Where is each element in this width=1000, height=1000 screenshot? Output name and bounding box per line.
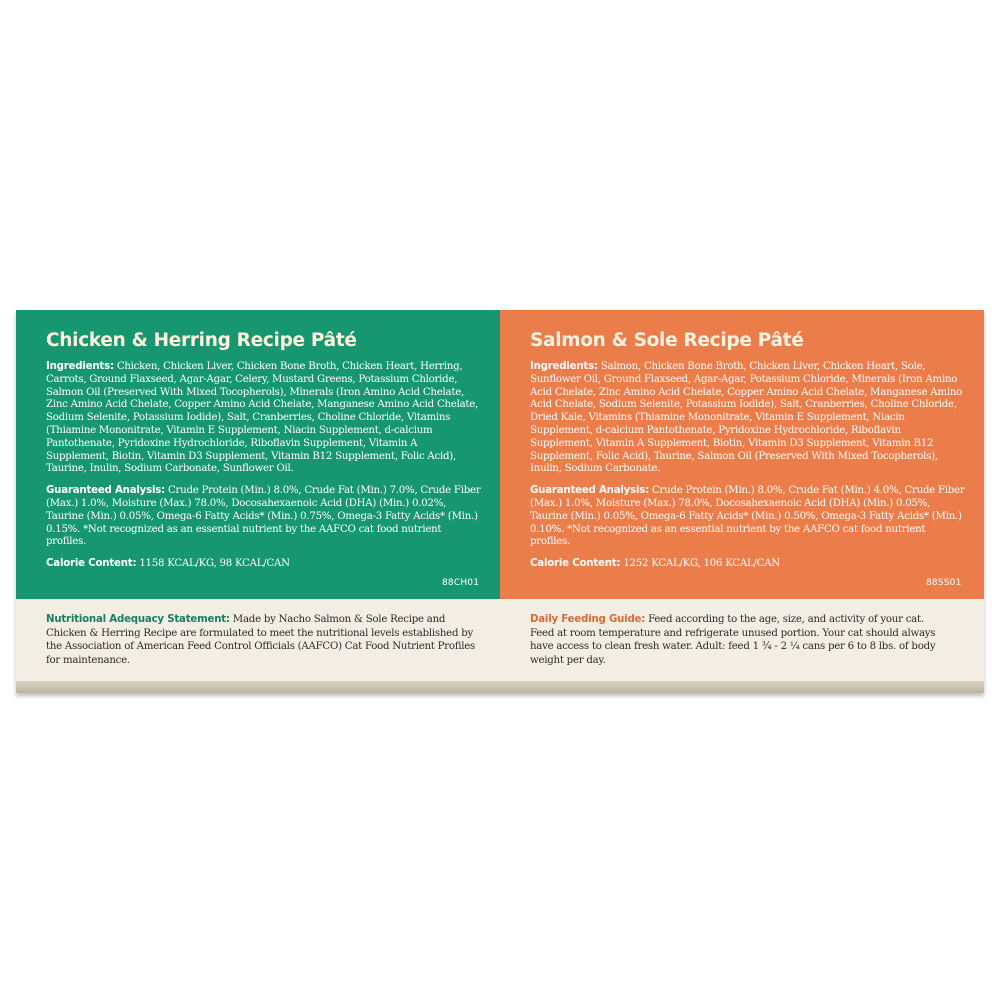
analysis-label: Guaranteed Analysis:	[530, 485, 650, 497]
salmon-sole-code: 88SS01	[926, 578, 962, 588]
ingredients-label: Ingredients:	[530, 361, 598, 372]
adequacy-label: Nutritional Adequacy Statement:	[46, 614, 230, 625]
box-bottom-edge	[16, 681, 984, 693]
chicken-herring-panel	[16, 310, 500, 599]
ingredients-label: Ingredients:	[46, 361, 114, 372]
ingredients-text: Chicken, Chicken Liver, Chicken Bone Broth, Chicken Heart, Herring, Carrots, Ground Flaxseed, Agar-Agar, Celery, Mustard Greens, Potassium Chloride, Salmon Oil (Preserved With Mixed Tocopherols), Minerals (Iron Amino Acid Chelate, Zinc Amino Acid Chelate, Copper Amino Acid Chelate, Manganese Amino Acid Chelate, Sodium Selenite, Potassium Iodide), Salt, Cranberries, Choline Chloride, Vitamins (Thiamine Mononitrate, Vitamin E Supplement, Niacin Supplement, d-calcium Pantothenate, Pyridoxine Hydrochloride, Riboflavin Supplement, Vitamin A Supplement, Biotin, Vitamin D3 Supplement, Vitamin B12 Supplement, Folic Acid), Taurine, Inulin, Sodium Carbonate, Sunflower Oil.	[46, 361, 479, 475]
chicken-herring-title: Chicken & Herring Recipe Pâté	[46, 330, 357, 351]
salmon-sole-title: Salmon & Sole Recipe Pâté	[530, 330, 804, 351]
chicken-herring-calories	[46, 558, 482, 571]
salmon-sole-calories	[530, 558, 966, 571]
analysis-text: Crude Protein (Min.) 8.0%, Crude Fat (Min.) 7.0%, Crude Fiber (Max.) 1.0%, Moisture (Max.) 78.0%, Docosahexaenoic Acid (DHA) (Min.) 0.02%, Taurine (Min.) 0.05%, Omega-6 Fatty Acids* (Min.) 0.75%, Omega-3 Fatty Acids* (Min.) 0.15%. *Not recognized as an essential nutrient by the AAFCO cat food nutrient profiles.	[46, 485, 481, 548]
chicken-herring-analysis	[46, 485, 482, 549]
adequacy-text: Made by Nacho Salmon & Sole Recipe and Chicken & Herring Recipe are formulated to meet the nutritional levels established by the Association of American Feed Control Officials (AAFCO) Cat Food Nutrient Profiles for maintenance.	[46, 614, 476, 666]
analysis-label: Guaranteed Analysis:	[46, 485, 166, 497]
chicken-herring-ingredients	[46, 361, 482, 476]
salmon-sole-ingredients	[530, 361, 966, 476]
calorie-label: Calorie Content:	[530, 558, 621, 570]
daily-feeding-guide	[530, 613, 950, 667]
nutritional-adequacy-statement	[46, 613, 482, 667]
calorie-text: 1158 KCAL/KG, 98 KCAL/CAN	[136, 558, 290, 570]
calorie-label: Calorie Content:	[46, 558, 137, 570]
salmon-sole-analysis	[530, 485, 966, 549]
salmon-sole-panel	[500, 310, 984, 599]
feeding-label: Daily Feeding Guide:	[530, 614, 646, 625]
calorie-text: 1252 KCAL/KG, 106 KCAL/CAN	[620, 558, 780, 570]
chicken-herring-code: 88CH01	[442, 578, 480, 588]
feeding-text: Feed according to the age, size, and activity of your cat. Feed at room temperature and refrigerate unused portion. Your cat should always have access to clean fresh water. Adult: feed 1 ¾ - 2 ¼ cans per 6 to 8 lbs. of body weight per day.	[530, 614, 936, 666]
ingredients-text: Salmon, Chicken Bone Broth, Chicken Liver, Chicken Heart, Sole, Sunflower Oil, Ground Flaxseed, Agar-Agar, Potassium Chloride, Minerals (Iron Amino Acid Chelate, Zinc Amino Acid Chelate, Copper Amino Acid Chelate, Manganese Amino Acid Chelate, Sodium Selenite, Potassium Iodide), Salt, Cranberries, Choline Chloride, Dried Kale, Vitamins (Thiamine Mononitrate, Vitamin E Supplement, Niacin Supplement, d-calcium Pantothenate, Pyridoxine Hydrochloride, Riboflavin Supplement, Vitamin A Supplement, Biotin, Vitamin D3 Supplement, Vitamin B12 Supplement, Folic Acid), Taurine, Salmon Oil (Preserved With Mixed Tocopherols), Inulin, Sodium Carbonate.	[530, 361, 963, 475]
analysis-text: Crude Protein (Min.) 8.0%, Crude Fat (Min.) 4.0%, Crude Fiber (Max.) 1.0%, Moisture (Max.) 78.0%, Docosahexaenoic Acid (DHA) (Min.) 0.05%, Taurine (Min.) 0.05%, Omega-6 Fatty Acids* (Min.) 0.50%, Omega-3 Fatty Acids* (Min.) 0.10%. *Not recognized as an essential nutrient by the AAFCO cat food nutrient profiles.	[530, 485, 965, 548]
